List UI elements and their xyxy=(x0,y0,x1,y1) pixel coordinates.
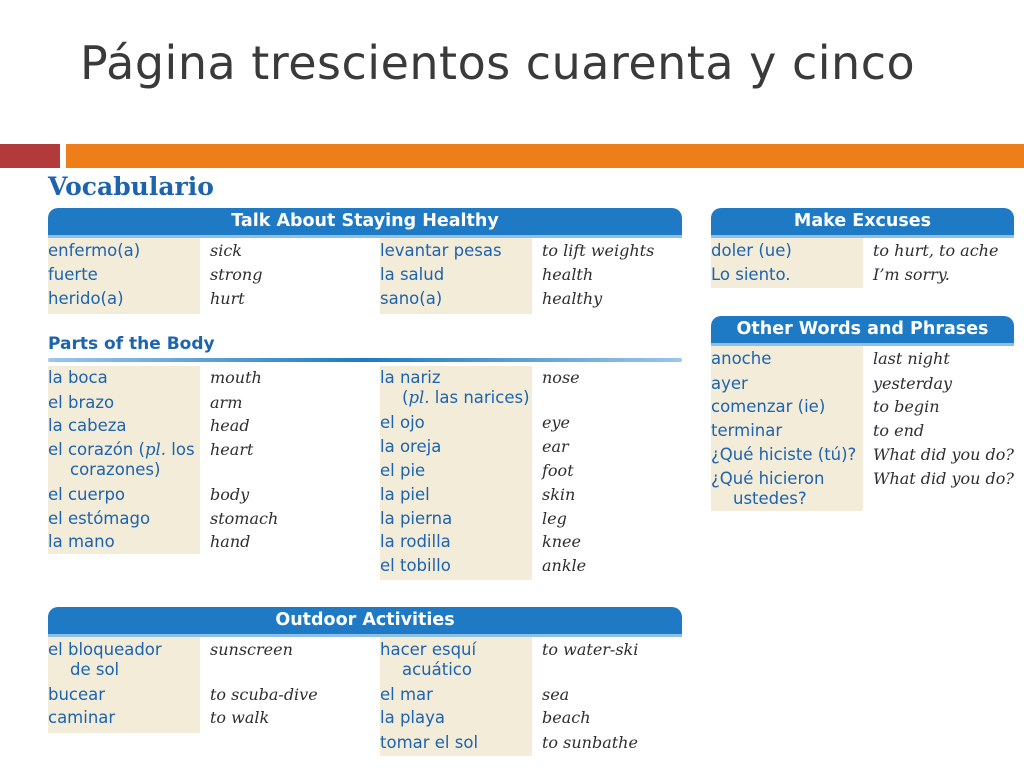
vocab-term: Lo siento. xyxy=(711,265,791,284)
vocab-term: el bloqueador de sol xyxy=(48,640,162,679)
vocab-term: comenzar (ie) xyxy=(711,397,826,416)
vocab-translation: sunscreen xyxy=(210,640,293,659)
vocab-translation: yesterday xyxy=(873,374,953,393)
vocab-term: ¿Qué hiciste (tú)? xyxy=(711,445,857,464)
vocab-translation: skin xyxy=(542,485,576,504)
vocab-translation: last night xyxy=(873,349,950,368)
vocab-translation: What did you do? xyxy=(873,469,1015,488)
vocab-term: el mar xyxy=(380,685,433,704)
vocab-term: tomar el sol xyxy=(380,733,479,752)
vocab-term: doler (ue) xyxy=(711,241,792,260)
vocab-translation: foot xyxy=(542,461,574,480)
vocab-term: terminar xyxy=(711,421,783,440)
vocab-term: herido(a) xyxy=(48,289,124,308)
vocab-translation: eye xyxy=(542,413,570,432)
vocab-translation: to scuba-dive xyxy=(210,685,318,704)
vocab-term: sano(a) xyxy=(380,289,443,308)
vocab-translation: to end xyxy=(873,421,925,440)
vocab-translation: heart xyxy=(210,440,254,459)
vocab-translation: strong xyxy=(210,265,263,284)
vocab-translation: to hurt, to ache xyxy=(873,241,999,260)
vocab-term: anoche xyxy=(711,349,772,368)
vocab-term: el pie xyxy=(380,461,426,480)
vocab-translation: mouth xyxy=(210,368,262,387)
vocab-translation: to begin xyxy=(873,397,940,416)
vocab-term: el ojo xyxy=(380,413,425,432)
vocab-translation: sea xyxy=(542,685,570,704)
vocab-translation: hand xyxy=(210,532,251,551)
vocab-term: el corazón (pl. los corazones) xyxy=(48,440,195,479)
vocab-translation: to lift weights xyxy=(542,241,655,260)
vocab-translation: ankle xyxy=(542,556,587,575)
vocab-term: ¿Qué hicieron ustedes? xyxy=(711,469,825,508)
vocab-translation: health xyxy=(542,265,594,284)
vocab-term: levantar pesas xyxy=(380,241,502,260)
vocab-translation: leg xyxy=(542,509,567,528)
vocab-translation: to sunbathe xyxy=(542,733,638,752)
vocab-term: la oreja xyxy=(380,437,442,456)
vocab-translation: nose xyxy=(542,368,580,387)
vocabulary-heading: Vocabulario xyxy=(48,172,214,201)
vocab-term: enfermo(a) xyxy=(48,241,141,260)
vocab-term: el cuerpo xyxy=(48,485,126,504)
vocab-translation: to walk xyxy=(210,708,270,727)
vocab-term: el brazo xyxy=(48,393,115,412)
vocab-translation: beach xyxy=(542,708,591,727)
vocab-translation: head xyxy=(210,416,250,435)
accent-bar-orange xyxy=(66,144,1024,168)
vocab-term: la mano xyxy=(48,532,115,551)
vocab-translation: arm xyxy=(210,393,243,412)
section-header-make-excuses: Make Excuses xyxy=(711,208,1014,235)
vocab-term: el tobillo xyxy=(380,556,451,575)
vocab-term: hacer esquí acuático xyxy=(380,640,477,679)
vocab-term: fuerte xyxy=(48,265,98,284)
section-header-staying-healthy: Talk About Staying Healthy xyxy=(48,208,682,235)
vocab-term: el estómago xyxy=(48,509,151,528)
vocab-translation: sick xyxy=(210,241,242,260)
section-header-other-words: Other Words and Phrases xyxy=(711,316,1014,343)
vocab-term: la piel xyxy=(380,485,430,504)
vocab-translation: hurt xyxy=(210,289,245,308)
section-rule xyxy=(48,358,682,362)
vocab-term: la cabeza xyxy=(48,416,127,435)
vocab-translation: ear xyxy=(542,437,569,456)
vocab-term: caminar xyxy=(48,708,116,727)
section-header-outdoor-activities: Outdoor Activities xyxy=(48,607,682,634)
vocab-term: ayer xyxy=(711,374,748,393)
vocab-translation: healthy xyxy=(542,289,603,308)
vocab-term: la rodilla xyxy=(380,532,451,551)
vocab-term: la pierna xyxy=(380,509,453,528)
vocab-translation: stomach xyxy=(210,509,279,528)
accent-bar-red xyxy=(0,144,60,168)
section-header-parts-of-body: Parts of the Body xyxy=(48,334,215,354)
vocab-translation: knee xyxy=(542,532,581,551)
vocab-translation: to water-ski xyxy=(542,640,639,659)
vocab-translation: What did you do? xyxy=(873,445,1015,464)
vocab-term: la salud xyxy=(380,265,445,284)
vocab-translation: body xyxy=(210,485,250,504)
vocab-term: bucear xyxy=(48,685,106,704)
vocab-term: la boca xyxy=(48,368,108,387)
slide-title: Página trescientos cuarenta y cinco xyxy=(80,36,916,90)
vocab-term: la nariz (pl. las narices) xyxy=(380,368,530,407)
vocab-term: la playa xyxy=(380,708,445,727)
vocab-translation: I’m sorry. xyxy=(873,265,950,284)
